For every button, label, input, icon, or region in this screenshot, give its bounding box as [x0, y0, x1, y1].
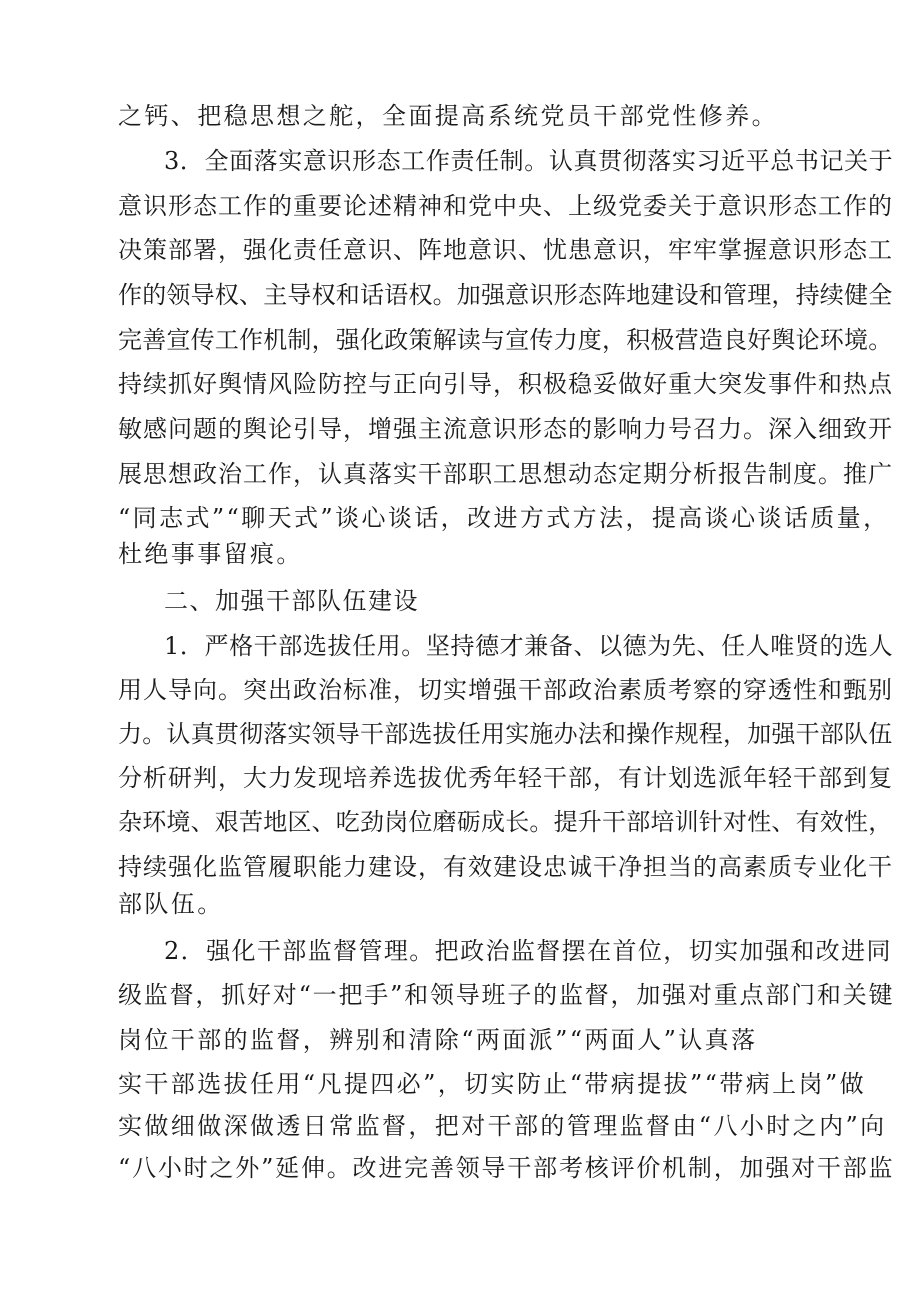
text-line: 敏感问题的舆论引导，增强主流意识形态的影响力号召力。深入细致开: [118, 415, 893, 443]
text-line: “同志式”“聊天式”谈心谈话，改进方式方法，提高谈心谈话质量，: [118, 504, 890, 532]
text-line: 之钙、把稳思想之舵，全面提高系统党员干部党性修养。: [118, 102, 778, 130]
text-line: “八小时之外”延伸。改进完善领导干部考核评价机制，加强对干部监: [118, 1154, 895, 1182]
text-line: 实干部选拔任用“凡提四必”，切实防止“带病提拔”“带病上岗”做: [118, 1070, 867, 1098]
text-line: 分析研判，大力发现培养选拔优秀年轻干部，有计划选派年轻干部到复: [118, 764, 893, 792]
text-line: 持续强化监管履职能力建设，有效建设忠诚干净担当的高素质专业化干: [118, 853, 893, 881]
text-line: 3．全面落实意识形态工作责任制。认真贯彻落实习近平总书记关于: [164, 147, 894, 175]
text-line: 展思想政治工作，认真落实干部职工思想动态定期分析报告制度。推广: [118, 460, 893, 488]
text-line: 作的领导权、主导权和话语权。加强意识形态阵地建设和管理，持续健全: [118, 281, 893, 309]
text-line: 决策部署，强化责任意识、阵地意识、忧患意识，牢牢掌握意识形态工: [118, 236, 893, 264]
text-line: 2．强化干部监督管理。把政治监督摆在首位，切实加强和改进同: [164, 937, 892, 965]
text-line: 力。认真贯彻落实领导干部选拔任用实施办法和操作规程，加强干部队伍: [118, 720, 893, 748]
text-line: 用人导向。突出政治标准，切实增强干部政治素质考察的穿透性和甄别: [118, 676, 893, 704]
text-line: 完善宣传工作机制，强化政策解读与宣传力度，积极营造良好舆论环境。: [118, 326, 893, 354]
text-line: 部队伍。: [118, 890, 224, 918]
text-line: 杜绝事事留痕。: [118, 540, 303, 568]
text-line: 杂环境、艰苦地区、吃劲岗位磨砺成长。提升干部培训针对性、有效性，: [118, 808, 893, 836]
text-line: 实做细做深做透日常监督，把对干部的管理监督由“八小时之内”向: [118, 1112, 887, 1140]
text-line: 岗位干部的监督，辨别和清除“两面派”“两面人”认真落: [118, 1026, 758, 1054]
section-heading: 二、加强干部队伍建设: [164, 587, 419, 615]
text-line: 持续抓好舆情风险防控与正向引导，积极稳妥做好重大突发事件和热点: [118, 370, 893, 398]
text-line: 1．严格干部选拔任用。坚持德才兼备、以德为先、任人唯贤的选人: [164, 632, 894, 660]
text-line: 意识形态工作的重要论述精神和党中央、上级党委关于意识形态工作的: [118, 192, 893, 220]
text-line: 级监督，抓好对“一把手”和领导班子的监督，加强对重点部门和关键: [118, 981, 895, 1009]
